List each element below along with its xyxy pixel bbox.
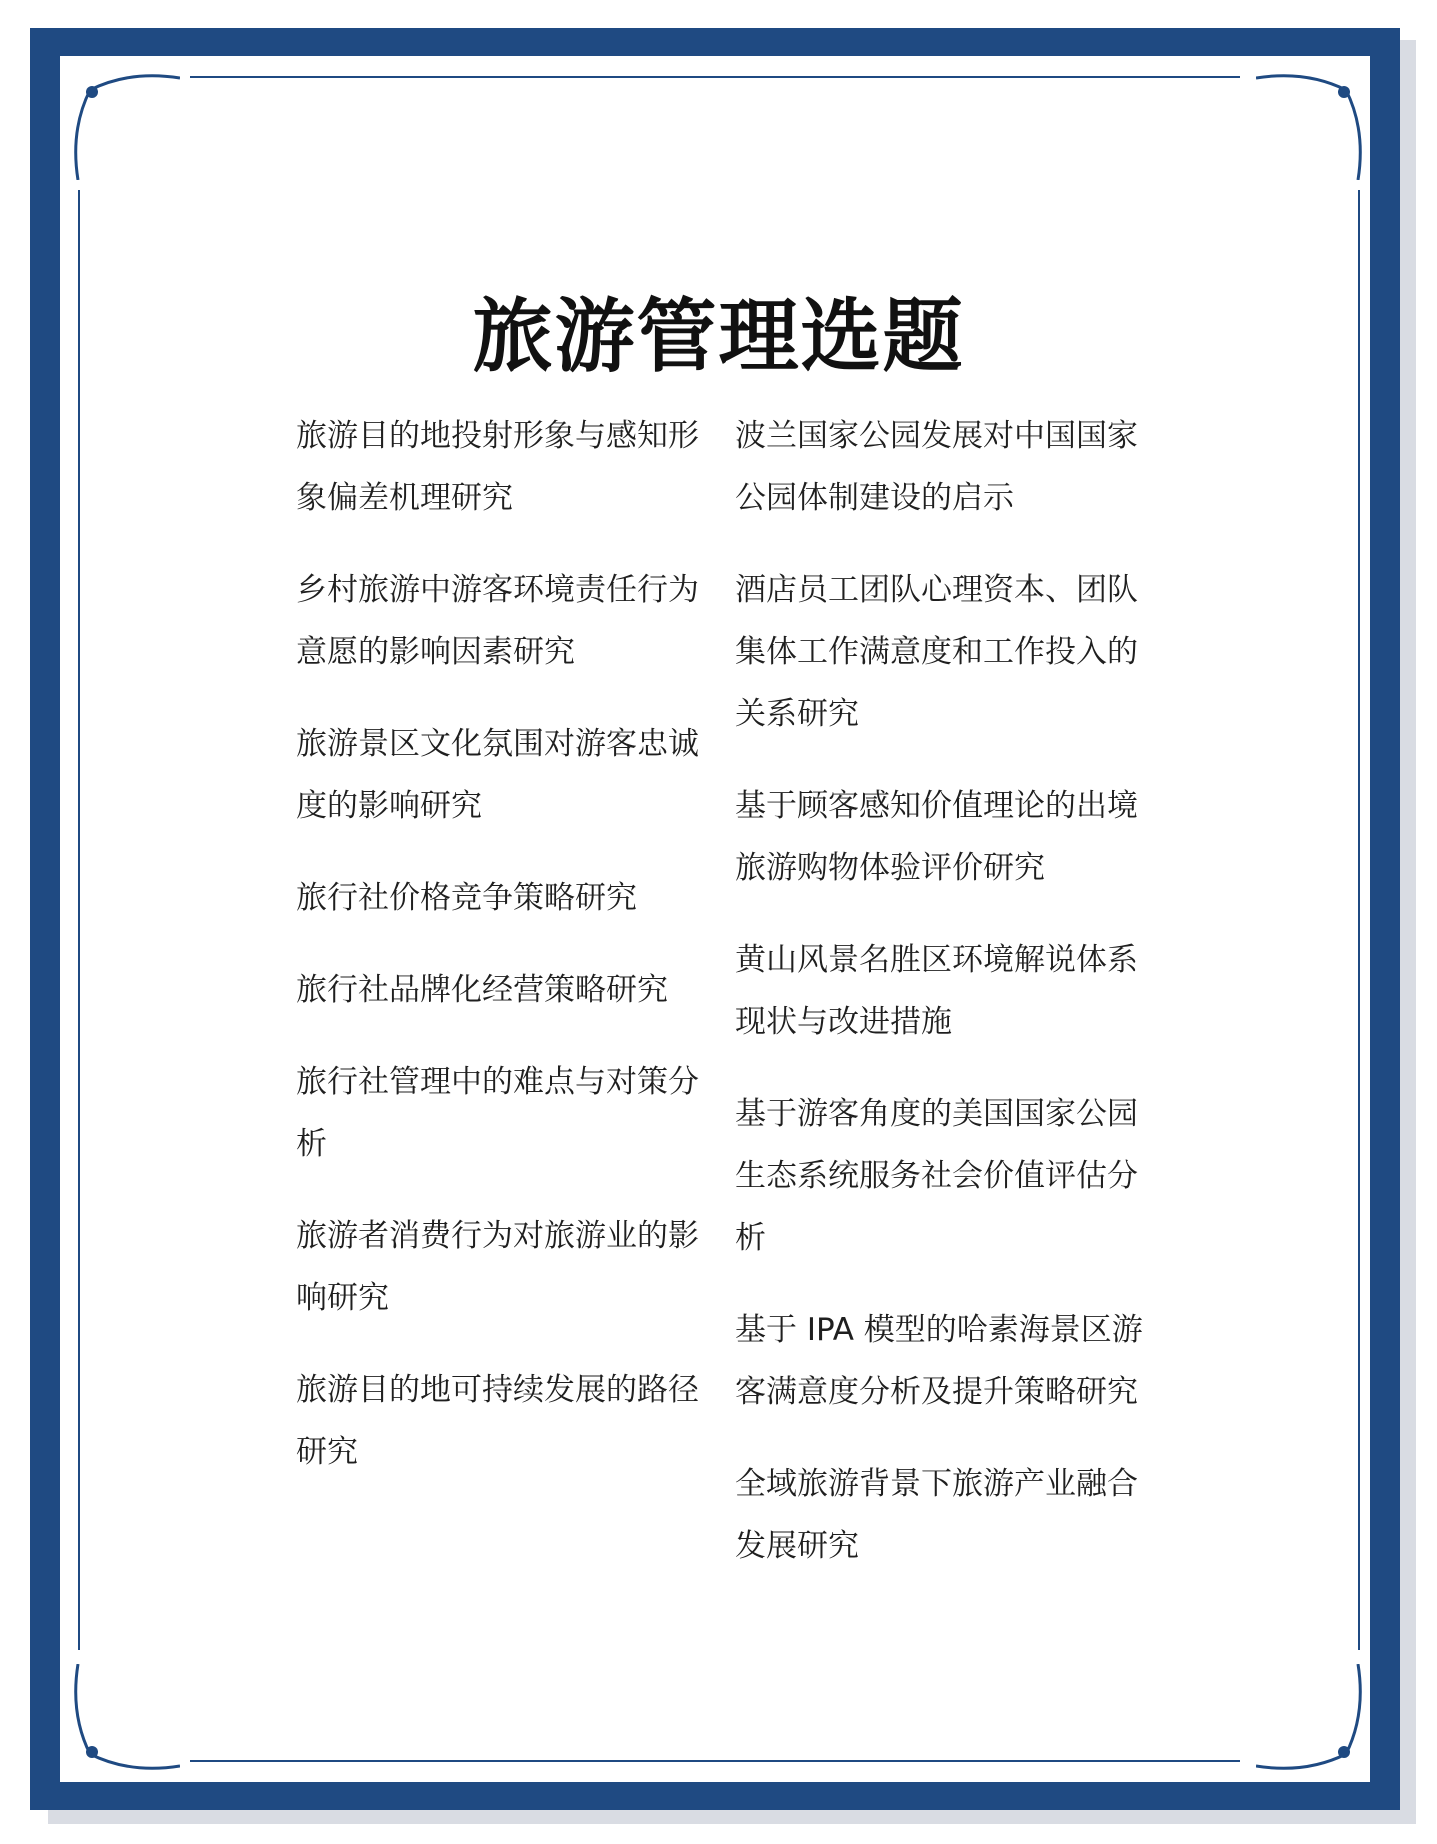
corner-ornament-top-left: [70, 70, 180, 180]
decorative-line-top: [190, 76, 1240, 78]
topic-item: 旅行社品牌化经营策略研究: [296, 972, 668, 1008]
topic-item: 乡村旅游中游客环境责任行为意愿的影响因素研究: [296, 572, 699, 670]
decorative-line-left: [78, 190, 80, 1650]
topic-item: 旅行社管理中的难点与对策分析: [296, 1064, 699, 1162]
topic-item: 黄山风景名胜区环境解说体系现状与改进措施: [735, 942, 1138, 1040]
topic-item: 全域旅游背景下旅游产业融合发展研究: [735, 1466, 1138, 1564]
topic-item: 基于 IPA 模型的哈素海景区游客满意度分析及提升策略研究: [735, 1312, 1143, 1410]
decorative-line-bottom: [190, 1760, 1240, 1762]
decorative-line-right: [1358, 190, 1360, 1650]
topic-item: 旅游目的地投射形象与感知形象偏差机理研究: [296, 418, 699, 516]
topic-item: 旅游目的地可持续发展的路径研究: [296, 1372, 699, 1470]
topic-item: 旅游者消费行为对旅游业的影响研究: [296, 1218, 699, 1316]
left-topic-list: [296, 405, 716, 1513]
topic-item: 旅游景区文化氛围对游客忠诚度的影响研究: [296, 726, 699, 824]
page-title: 旅游管理选题: [472, 290, 965, 383]
topic-item: 波兰国家公园发展对中国国家公园体制建设的启示: [735, 418, 1138, 516]
corner-ornament-bottom-left: [70, 1664, 180, 1774]
corner-ornament-bottom-right: [1256, 1664, 1366, 1774]
corner-ornament-top-right: [1256, 70, 1366, 180]
topic-item: 基于游客角度的美国国家公园生态系统服务社会价值评估分析: [735, 1096, 1138, 1256]
right-topic-list: [735, 405, 1155, 1607]
topic-item: 酒店员工团队心理资本、团队集体工作满意度和工作投入的关系研究: [735, 572, 1138, 732]
topic-item: 基于顾客感知价值理论的出境旅游购物体验评价研究: [735, 788, 1138, 886]
topic-item: 旅行社价格竞争策略研究: [296, 880, 637, 916]
